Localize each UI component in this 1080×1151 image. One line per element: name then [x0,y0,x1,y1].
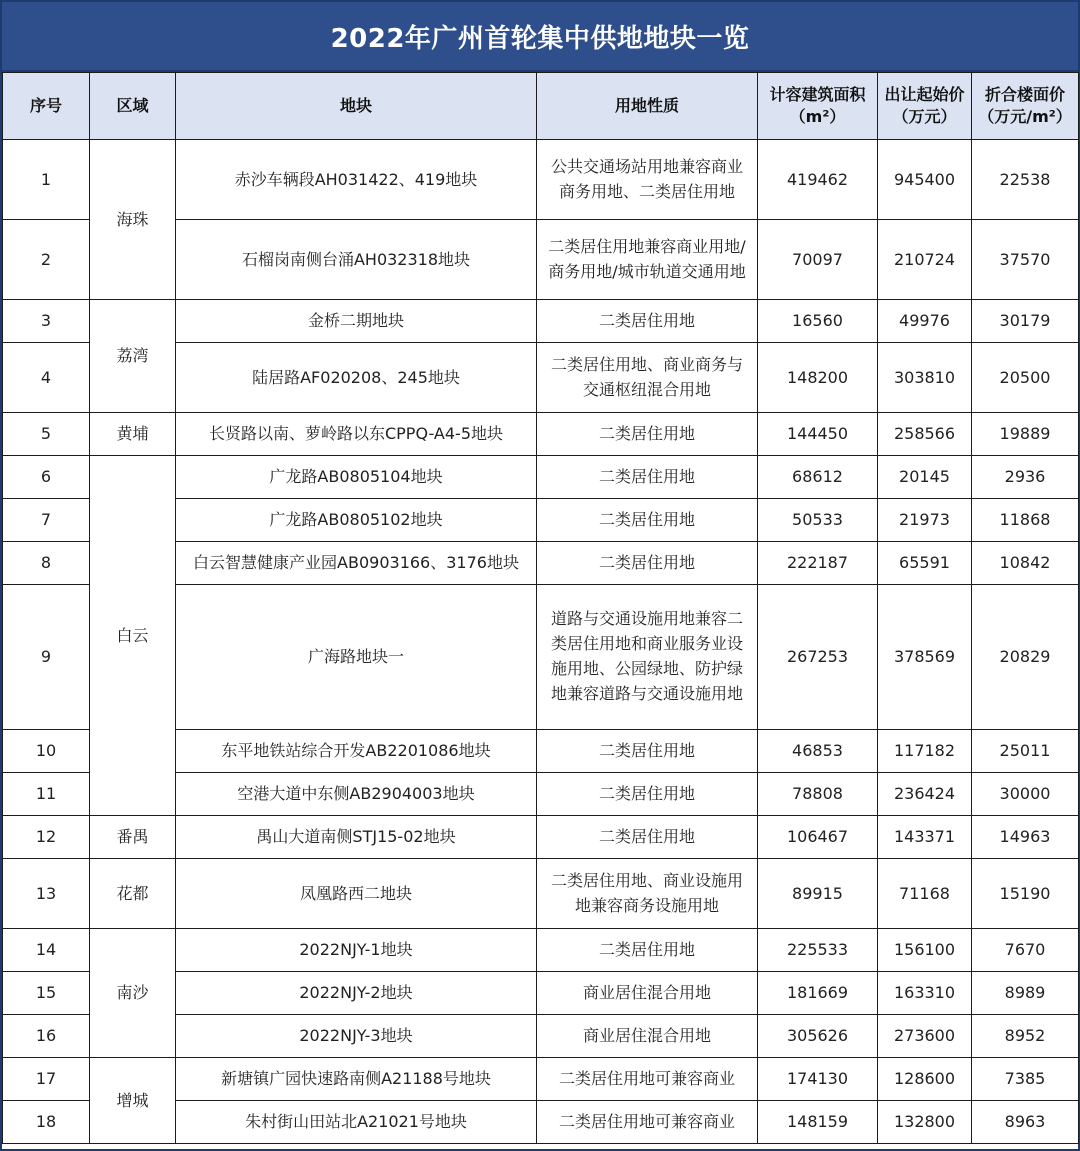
cell-seq: 5 [3,413,90,456]
cell-nature: 二类居住用地兼容商业用地/ 商务用地/城市轨道交通用地 [537,220,758,300]
cell-area: 78808 [758,773,878,816]
cell-plot: 白云智慧健康产业园AB0903166、3176地块 [176,542,537,585]
cell-nature: 二类居住用地、商业设施用 地兼容商务设施用地 [537,859,758,929]
cell-plot: 广龙路AB0805102地块 [176,499,537,542]
cell-district: 番禺 [90,816,176,859]
table-row [3,1058,1079,1101]
header-district: 区域 [90,73,176,140]
cell-seq: 9 [3,585,90,730]
cell-area: 148200 [758,343,878,413]
cell-plot: 禺山大道南侧STJ15-02地块 [176,816,537,859]
cell-unit-price: 20500 [972,343,1079,413]
cell-plot: 陆居路AF020208、245地块 [176,343,537,413]
cell-seq: 3 [3,300,90,343]
cell-price: 303810 [878,343,972,413]
cell-seq: 2 [3,220,90,300]
cell-unit-price: 8963 [972,1101,1079,1144]
cell-unit-price: 2936 [972,456,1079,499]
cell-plot: 金桥二期地块 [176,300,537,343]
header-seq: 序号 [3,73,90,140]
table-row [3,300,1079,343]
cell-price: 143371 [878,816,972,859]
cell-unit-price: 11868 [972,499,1079,542]
cell-area: 89915 [758,859,878,929]
table-row [3,859,1079,929]
cell-plot: 2022NJY-1地块 [176,929,537,972]
cell-district: 海珠 [90,140,176,300]
cell-plot: 2022NJY-3地块 [176,1015,537,1058]
cell-area: 144450 [758,413,878,456]
cell-unit-price: 37570 [972,220,1079,300]
cell-seq: 6 [3,456,90,499]
cell-nature: 二类居住用地 [537,542,758,585]
cell-area: 267253 [758,585,878,730]
cell-plot: 2022NJY-2地块 [176,972,537,1015]
cell-seq: 11 [3,773,90,816]
table-body [3,140,1079,1144]
cell-plot: 东平地铁站综合开发AB2201086地块 [176,730,537,773]
cell-price: 132800 [878,1101,972,1144]
cell-nature: 二类居住用地 [537,300,758,343]
cell-unit-price: 20829 [972,585,1079,730]
cell-area: 174130 [758,1058,878,1101]
table-title: 2022年广州首轮集中供地地块一览 [2,2,1078,72]
cell-price: 128600 [878,1058,972,1101]
cell-area: 46853 [758,730,878,773]
cell-unit-price: 22538 [972,140,1079,220]
cell-plot: 空港大道中东侧AB2904003地块 [176,773,537,816]
cell-unit-price: 8989 [972,972,1079,1015]
table-row [3,413,1079,456]
cell-nature: 二类居住用地 [537,413,758,456]
cell-price: 20145 [878,456,972,499]
cell-area: 16560 [758,300,878,343]
header-row [3,73,1079,140]
cell-price: 71168 [878,859,972,929]
cell-area: 50533 [758,499,878,542]
cell-unit-price: 19889 [972,413,1079,456]
cell-seq: 10 [3,730,90,773]
cell-seq: 1 [3,140,90,220]
cell-district: 荔湾 [90,300,176,413]
cell-seq: 13 [3,859,90,929]
cell-area: 225533 [758,929,878,972]
cell-price: 210724 [878,220,972,300]
cell-nature: 二类居住用地 [537,773,758,816]
cell-district: 花都 [90,859,176,929]
cell-nature: 商业居住混合用地 [537,972,758,1015]
cell-plot: 广龙路AB0805104地块 [176,456,537,499]
cell-area: 68612 [758,456,878,499]
cell-seq: 16 [3,1015,90,1058]
cell-price: 156100 [878,929,972,972]
cell-nature: 二类居住用地 [537,456,758,499]
cell-plot: 新塘镇广园快速路南侧A21188号地块 [176,1058,537,1101]
cell-unit-price: 14963 [972,816,1079,859]
cell-area: 305626 [758,1015,878,1058]
header-plot: 地块 [176,73,537,140]
cell-price: 378569 [878,585,972,730]
cell-plot: 石榴岗南侧台涌AH032318地块 [176,220,537,300]
cell-nature: 道路与交通设施用地兼容二 类居住用地和商业服务业设 施用地、公园绿地、防护绿 地兼容道路与交通设施用地 [537,585,758,730]
cell-unit-price: 10842 [972,542,1079,585]
cell-district: 白云 [90,456,176,816]
cell-nature: 商业居住混合用地 [537,1015,758,1058]
table-row [3,456,1079,499]
cell-price: 236424 [878,773,972,816]
cell-unit-price: 7670 [972,929,1079,972]
cell-price: 21973 [878,499,972,542]
cell-nature: 二类居住用地、商业商务与 交通枢纽混合用地 [537,343,758,413]
cell-plot: 赤沙车辆段AH031422、419地块 [176,140,537,220]
cell-unit-price: 25011 [972,730,1079,773]
cell-area: 70097 [758,220,878,300]
cell-nature: 二类居住用地可兼容商业 [537,1058,758,1101]
cell-plot: 广海路地块一 [176,585,537,730]
cell-area: 181669 [758,972,878,1015]
land-parcel-table [2,72,1079,1144]
cell-price: 258566 [878,413,972,456]
table-row [3,816,1079,859]
cell-nature: 二类居住用地 [537,499,758,542]
cell-nature: 二类居住用地 [537,929,758,972]
cell-seq: 17 [3,1058,90,1101]
cell-seq: 12 [3,816,90,859]
cell-area: 419462 [758,140,878,220]
header-price: 出让起始价 （万元） [878,73,972,140]
cell-unit-price: 7385 [972,1058,1079,1101]
cell-price: 117182 [878,730,972,773]
cell-price: 945400 [878,140,972,220]
table-row [3,140,1079,220]
cell-district: 黄埔 [90,413,176,456]
header-unit-price: 折合楼面价 （万元/m²） [972,73,1079,140]
cell-nature: 二类居住用地 [537,816,758,859]
cell-district: 增城 [90,1058,176,1144]
cell-unit-price: 30179 [972,300,1079,343]
cell-price: 49976 [878,300,972,343]
cell-seq: 7 [3,499,90,542]
header-area: 计容建筑面积 （m²） [758,73,878,140]
cell-price: 273600 [878,1015,972,1058]
cell-unit-price: 15190 [972,859,1079,929]
cell-plot: 长贤路以南、萝岭路以东CPPQ-A4-5地块 [176,413,537,456]
cell-seq: 8 [3,542,90,585]
cell-area: 106467 [758,816,878,859]
cell-price: 65591 [878,542,972,585]
cell-plot: 朱村街山田站北A21021号地块 [176,1101,537,1144]
cell-area: 222187 [758,542,878,585]
cell-nature: 二类居住用地 [537,730,758,773]
cell-unit-price: 30000 [972,773,1079,816]
cell-seq: 18 [3,1101,90,1144]
cell-area: 148159 [758,1101,878,1144]
cell-district: 南沙 [90,929,176,1058]
cell-unit-price: 8952 [972,1015,1079,1058]
cell-nature: 二类居住用地可兼容商业 [537,1101,758,1144]
table-row [3,929,1079,972]
header-nature: 用地性质 [537,73,758,140]
cell-plot: 凤凰路西二地块 [176,859,537,929]
cell-seq: 15 [3,972,90,1015]
cell-seq: 14 [3,929,90,972]
cell-price: 163310 [878,972,972,1015]
cell-nature: 公共交通场站用地兼容商业 商务用地、二类居住用地 [537,140,758,220]
cell-seq: 4 [3,343,90,413]
